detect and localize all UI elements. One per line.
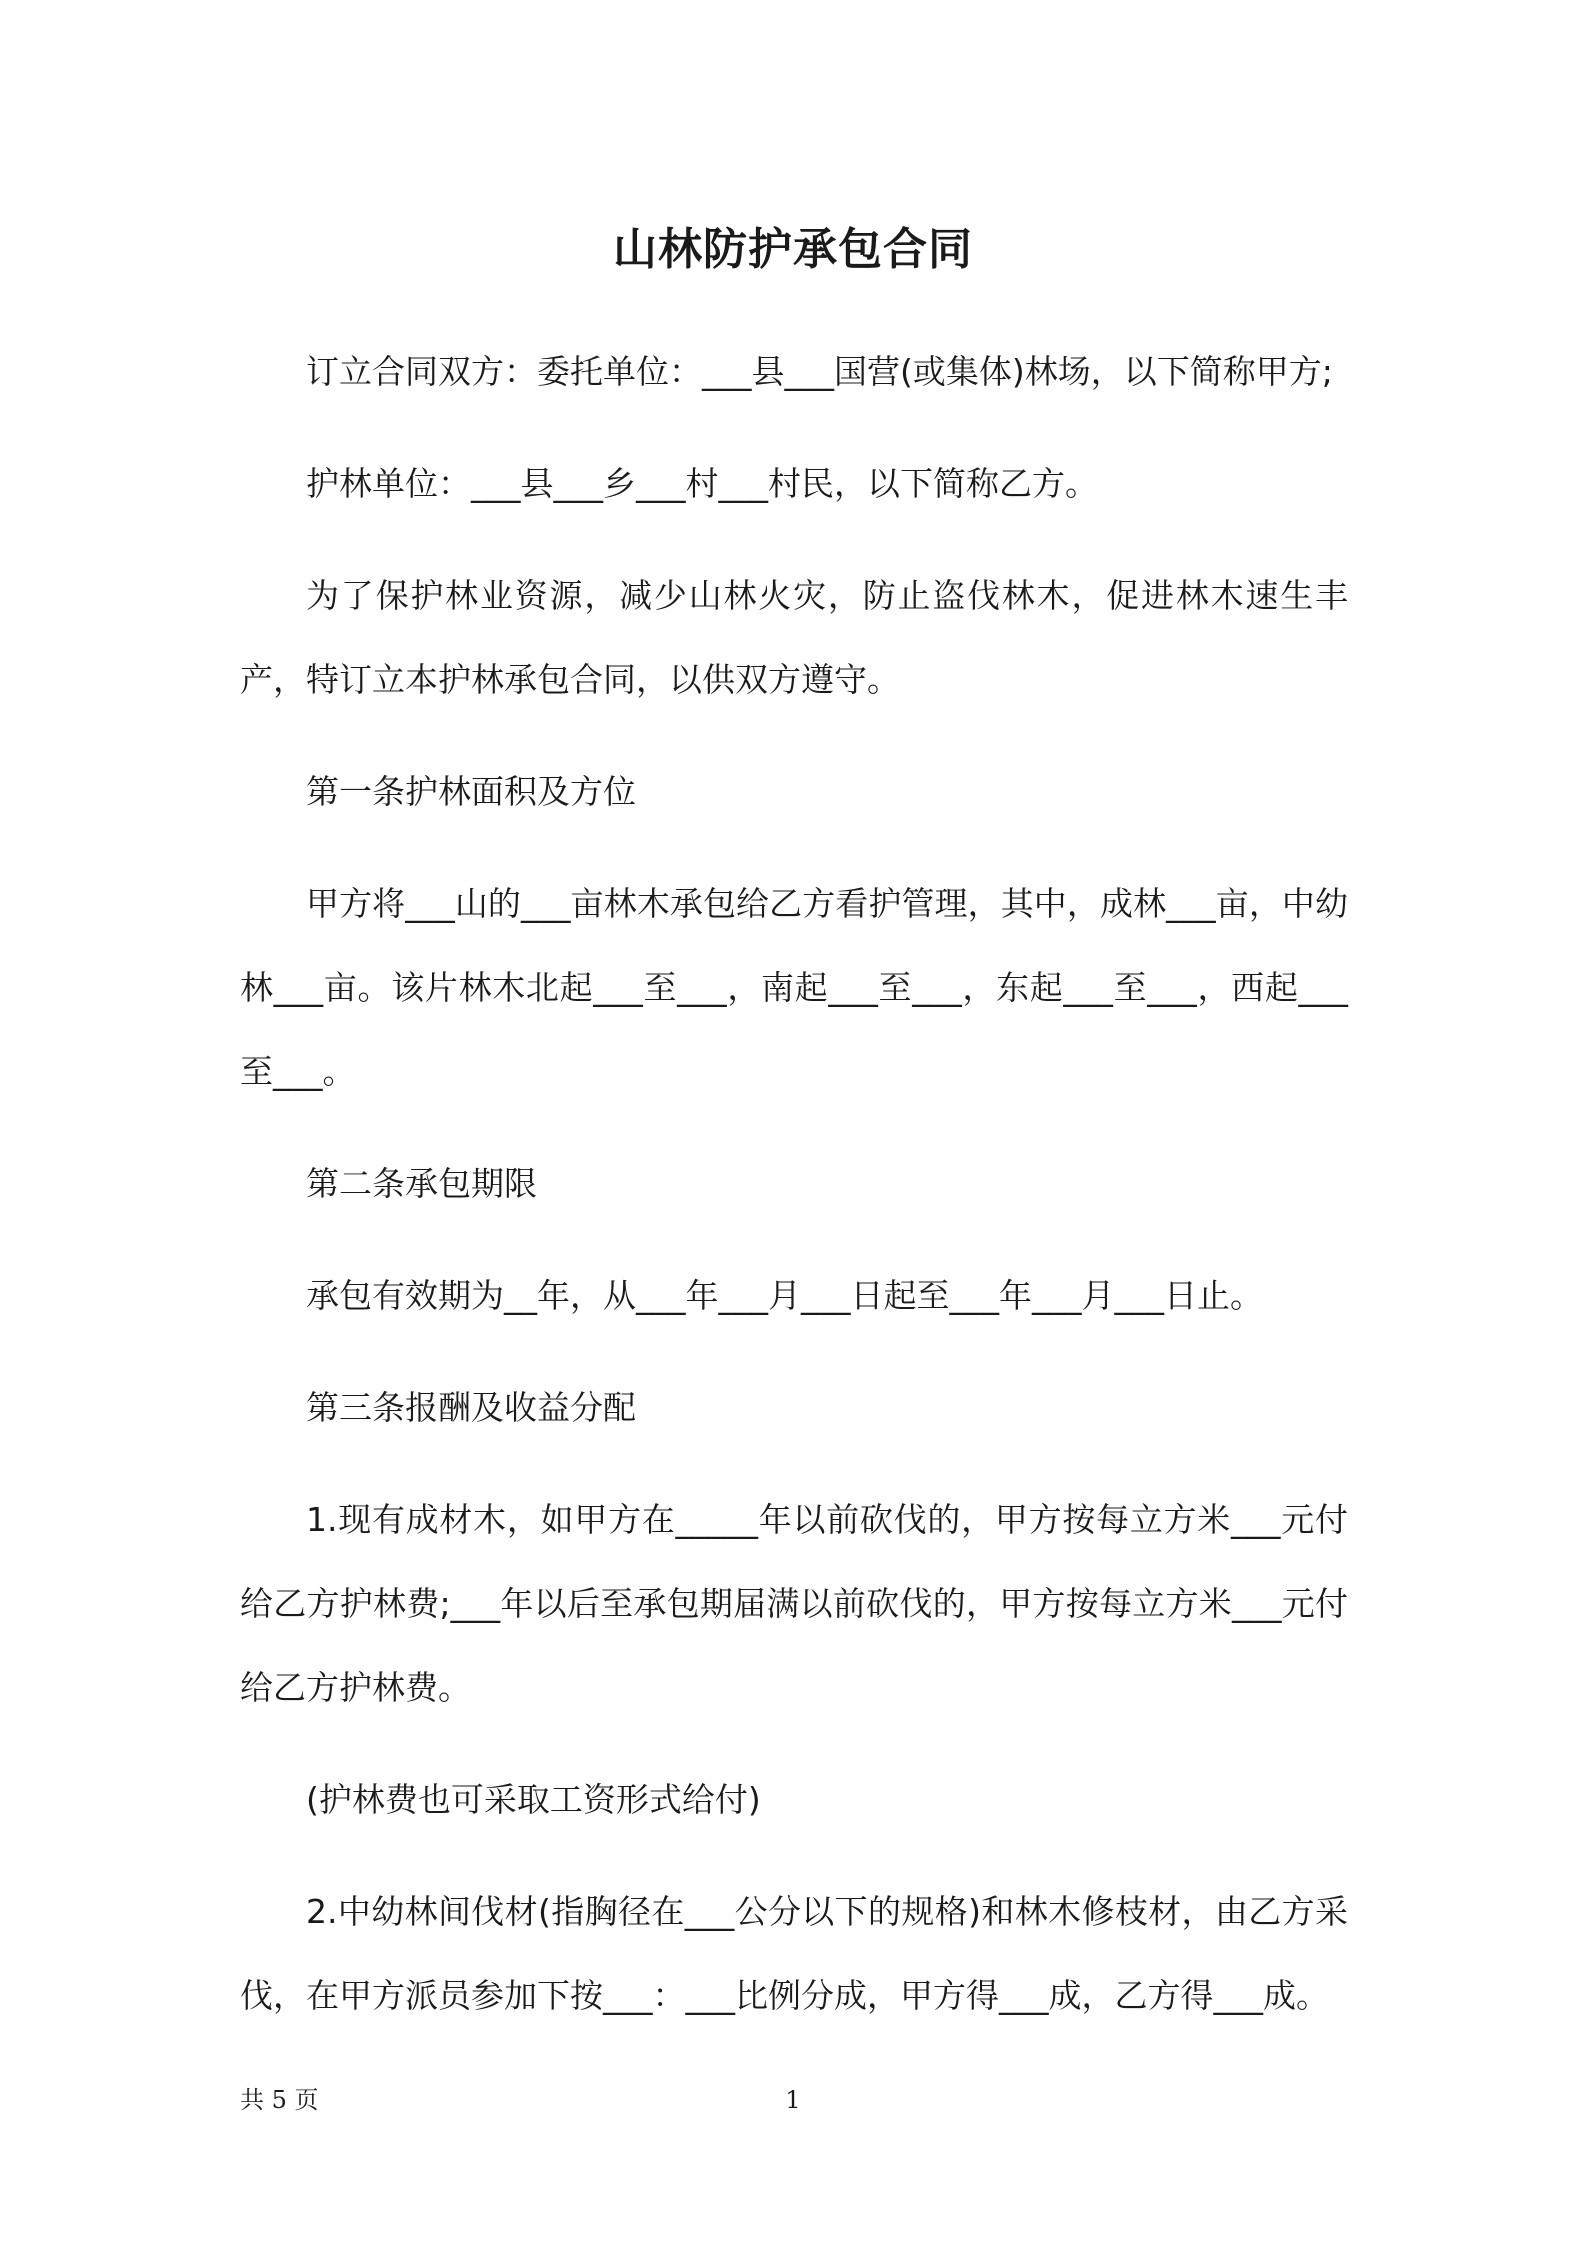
paragraph-purpose: 为了保护林业资源，减少山林火灾，防止盗伐林木，促进林木速生丰产，特订立本护林承包合同，以供双方遵守。 <box>240 576 1348 699</box>
paragraph-article-2: 承包有效期为__年，从___年___月___日起至___年___月___日止。 <box>306 1276 1263 1315</box>
heading-article-3: 第三条报酬及收益分配 <box>306 1388 636 1427</box>
document-title: 山林防护承包合同 <box>613 224 973 275</box>
paragraph-article-3-item-2: 2.中幼林间伐材(指胸径在___公分以下的规格)和林木修枝材，由乙方采伐，在甲方派员参加下按___：___比例分成，甲方得___成，乙方得___成。 <box>240 1892 1348 2015</box>
paragraph-parties: 订立合同双方：委托单位：___县___国营(或集体)林场，以下简称甲方; <box>306 352 1333 391</box>
paragraph-article-3-note: (护林费也可采取工资形式给付) <box>306 1780 761 1819</box>
footer-total-pages: 共 5 页 <box>240 2086 319 2114</box>
heading-article-2: 第二条承包期限 <box>306 1164 537 1203</box>
paragraph-party-b: 护林单位：___县___乡___村___村民，以下简称乙方。 <box>306 464 1098 503</box>
paragraph-article-3-item-1: 1.现有成材木，如甲方在_____年以前砍伐的，甲方按每立方米___元付给乙方护林费;___年以后至承包期届满以前砍伐的，甲方按每立方米___元付给乙方护林费。 <box>240 1500 1348 1707</box>
paragraph-article-1: 甲方将___山的___亩林木承包给乙方看护管理，其中，成林___亩，中幼林___亩。该片林木北起___至___，南起___至___，东起___至___，西起___至___。 <box>240 884 1348 1091</box>
footer-page-number: 1 <box>785 2086 801 2114</box>
heading-article-1: 第一条护林面积及方位 <box>306 772 636 811</box>
